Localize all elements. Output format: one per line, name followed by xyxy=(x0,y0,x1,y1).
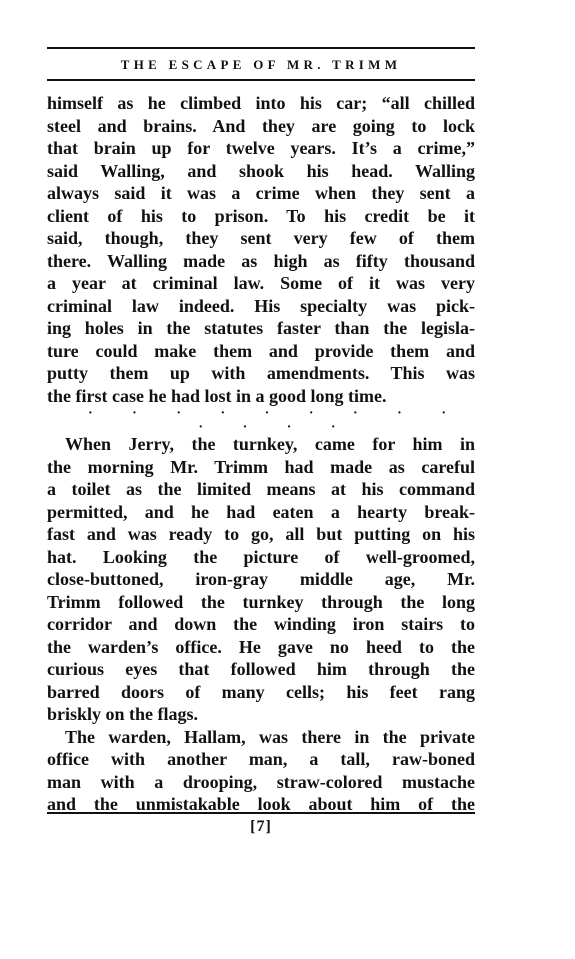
text-line: there. Walling made as high as fifty thousand xyxy=(47,250,475,271)
top-rule xyxy=(47,47,475,49)
text-line: a toilet as the limited means at his command xyxy=(47,479,475,499)
text-line: ing holes in the statutes faster than the legisla- xyxy=(47,318,475,338)
footer-rule xyxy=(47,812,475,814)
text-line: When Jerry, the turnkey, came for him in xyxy=(65,434,475,454)
text-line: The warden, Hallam, was there in the private xyxy=(65,726,475,747)
text-line: and the unmistakable look about him of the xyxy=(47,794,475,814)
text-line: himself as he climbed into his car; “all chilled xyxy=(47,93,475,113)
text-line: putty them up with amendments. This was xyxy=(47,363,475,383)
paragraph-3 xyxy=(47,726,475,816)
text-line: barred doors of many cells; his feet rang xyxy=(47,681,475,702)
text-line: fast and was ready to go, all but putting on his xyxy=(47,524,475,544)
paragraph-2 xyxy=(47,433,475,726)
section-break: · · · · · · · · · · · · · xyxy=(87,406,465,435)
text-line: a year at criminal law. Some of it was very xyxy=(47,273,475,293)
text-line: the morning Mr. Trimm had made as careful xyxy=(47,456,475,477)
text-line: steel and brains. And they are going to lock xyxy=(47,115,475,136)
text-line: criminal law indeed. His specialty was pick- xyxy=(47,295,475,316)
text-line: permitted, and he had eaten a hearty break- xyxy=(47,501,475,522)
text-line: client of his to prison. To his credit be it xyxy=(47,205,475,226)
page-number: [7] xyxy=(250,818,272,835)
text-line: hat. Looking the picture of well-groomed, xyxy=(47,546,475,567)
running-head: THE ESCAPE OF MR. TRIMM xyxy=(120,57,402,72)
text-line: corridor and down the winding iron stairs to xyxy=(47,614,475,634)
text-line: office with another man, a tall, raw-boned xyxy=(47,749,475,769)
text-line: said, though, they sent very few of them xyxy=(47,228,475,248)
text-line: always said it was a crime when they sent a xyxy=(47,183,475,203)
header-rule xyxy=(47,79,475,81)
text-line: said Walling, and shook his head. Walling xyxy=(47,160,475,181)
text-line: the warden’s office. He gave no heed to the xyxy=(47,636,475,657)
page-body xyxy=(47,92,475,816)
text-line: Trimm followed the turnkey through the long xyxy=(47,591,475,612)
text-line: briskly on the flags. xyxy=(47,704,199,724)
text-line: that brain up for twelve years. It’s a crime,” xyxy=(47,138,475,158)
text-line: close-buttoned, iron-gray middle age, Mr. xyxy=(47,569,475,589)
text-line: the first case he had lost in a good long time. xyxy=(47,385,387,406)
text-line: man with a drooping, straw-colored mustache xyxy=(47,771,475,792)
text-line: ture could make them and provide them and xyxy=(47,340,475,361)
paragraph-1 xyxy=(47,92,475,407)
text-line: curious eyes that followed him through the xyxy=(47,659,475,679)
